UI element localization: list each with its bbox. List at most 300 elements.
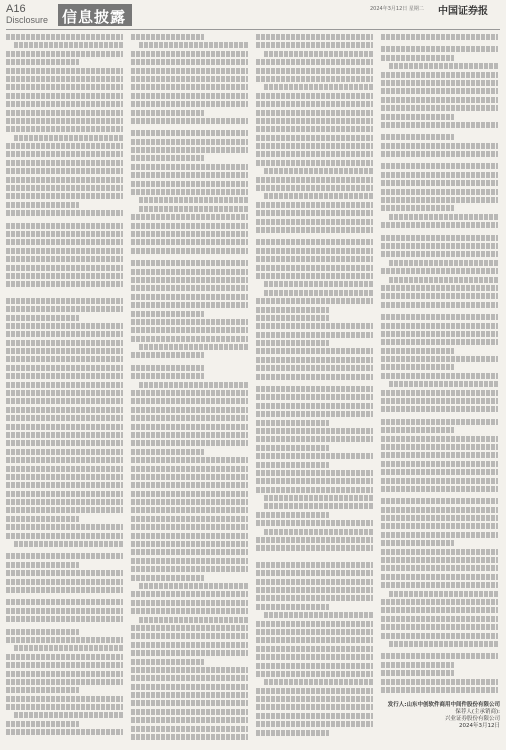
text-line [131,336,248,342]
text-line [256,340,329,346]
text-line [256,126,373,132]
text-line [6,482,123,488]
text-line [131,675,248,681]
text-line [6,599,123,605]
text-line [131,625,248,631]
text-line [381,314,498,320]
text-line [139,42,248,48]
text-line [256,34,373,40]
text-column-3 [256,34,373,746]
text-line [131,558,248,564]
text-line [6,273,123,279]
text-line [131,524,248,530]
text-line [256,604,329,610]
text-column-1 [6,34,123,746]
text-line [139,382,248,388]
text-line [6,415,123,421]
text-line [256,219,373,225]
text-line [381,243,498,249]
text-line [381,523,498,529]
text-line [256,713,373,719]
text-line [6,553,123,559]
text-line [131,139,248,145]
text-line [6,101,123,107]
text-line [381,478,498,484]
text-line [131,248,248,254]
text-line [381,222,498,228]
text-line [6,298,123,304]
text-line [6,143,123,149]
text-line [131,415,248,421]
text-line [381,679,498,685]
text-line [256,307,329,313]
text-line [131,734,248,740]
text-column-2 [131,34,248,746]
text-line [256,411,373,417]
text-line [131,51,248,57]
text-line [381,197,498,203]
signature-date: 2024年3月12日 [459,723,500,729]
text-line [6,76,123,82]
text-line [256,587,373,593]
text-line [131,466,248,472]
text-line [131,726,248,732]
text-line [6,654,123,660]
text-line [256,520,373,526]
text-line [6,587,123,593]
text-line [131,659,204,665]
text-line [14,645,123,651]
text-line [6,248,123,254]
text-line [256,374,373,380]
page-number: A16 [6,3,26,15]
text-line [6,265,123,271]
text-line [256,445,329,451]
text-line [6,84,123,90]
text-line [6,93,123,99]
text-line [6,365,123,371]
text-line [6,524,123,530]
text-line [256,478,373,484]
text-line [264,193,373,199]
text-line [256,202,373,208]
underwriter-label: 保荐人(主承销商): [455,709,500,715]
text-line [131,155,204,161]
text-line [6,177,123,183]
text-line [131,608,248,614]
text-line [389,277,498,283]
text-line [131,432,248,438]
text-line [381,582,498,588]
text-line [14,541,123,547]
text-line [264,168,373,174]
text-line [131,302,248,308]
text-line [256,42,373,48]
text-line [6,340,123,346]
text-line [381,134,454,140]
text-line [131,709,248,715]
text-line [381,151,498,157]
text-line [381,670,454,676]
text-line [131,717,248,723]
text-line [389,214,498,220]
text-line [131,650,248,656]
text-line [139,344,248,350]
text-line [381,364,454,370]
text-line [256,512,329,518]
text-line [131,260,248,266]
text-line [381,88,498,94]
text-line [6,491,123,497]
text-line [131,223,248,229]
text-line [381,302,498,308]
text-line [381,486,498,492]
text-line [256,365,373,371]
text-line [6,616,123,622]
text-line [381,557,498,563]
section-label-en: Disclosure [6,15,49,25]
text-line [6,323,123,329]
text-line [256,453,373,459]
underwriter-name: 兴业证券股份有限公司 [444,716,500,722]
text-line [6,662,123,668]
page-header [0,0,506,30]
text-line [256,68,373,74]
text-line [256,663,373,669]
text-line [131,147,248,153]
text-line [264,84,373,90]
issue-date: 2024年3月12日 星期二 [370,6,424,12]
text-line [131,327,248,333]
text-line [256,436,373,442]
text-line [131,365,204,371]
text-line [6,185,123,191]
text-line [6,533,123,539]
text-line [256,562,373,568]
text-line [381,72,498,78]
text-line [6,210,123,216]
text-line [381,398,498,404]
text-line [256,386,373,392]
text-line [6,729,123,735]
text-line [6,110,123,116]
text-line [6,231,123,237]
text-line [381,251,498,257]
text-line [6,507,123,513]
text-line [256,470,373,476]
text-line [381,469,498,475]
text-line [131,373,204,379]
text-line [256,595,373,601]
text-line [256,135,373,141]
text-line [381,687,498,693]
text-line [256,256,373,262]
text-line [131,499,248,505]
text-line [6,637,123,643]
text-line [256,59,373,65]
text-line [6,331,123,337]
text-line [256,239,373,245]
text-line [6,202,79,208]
text-line [6,373,123,379]
text-line [131,93,248,99]
text-line [6,457,123,463]
text-line [381,624,498,630]
text-line [6,168,123,174]
text-line [381,532,498,538]
text-line [381,436,498,442]
text-line [131,642,248,648]
text-line [131,277,248,283]
text-line [381,427,454,433]
text-line [6,579,123,585]
text-line [256,323,373,329]
text-line [256,110,373,116]
text-line [381,122,498,128]
text-line [131,449,204,455]
text-line [131,319,248,325]
text-line [131,684,248,690]
text-line [131,76,248,82]
text-line [381,419,498,425]
text-line [256,621,373,627]
text-line [381,356,498,362]
text-line [256,177,373,183]
text-line [381,80,498,86]
text-line [6,721,79,727]
text-line [381,507,498,513]
text-line [131,692,248,698]
text-line [256,248,373,254]
text-line [131,59,248,65]
text-line [256,93,373,99]
text-line [131,507,248,513]
text-line [131,566,248,572]
text-line [6,679,123,685]
text-line [131,84,248,90]
text-line [256,704,373,710]
text-line [256,671,373,677]
text-line [381,390,498,396]
text-column-4 [381,34,498,746]
text-line [14,712,123,718]
text-line [6,562,79,568]
text-line [6,59,79,65]
text-line [381,163,498,169]
text-line [131,407,248,413]
text-line [131,575,204,581]
text-line [6,34,123,40]
issuer-name: 发行人:山东中创软件商用中间件股份有限公司 [387,702,500,708]
text-line [131,591,248,597]
text-line [381,180,498,186]
header-divider [6,29,500,30]
text-line [264,679,373,685]
text-line [131,424,248,430]
text-line [6,449,123,455]
text-line [256,570,373,576]
text-line [256,357,373,363]
text-line [256,420,329,426]
text-line [256,227,373,233]
text-line [381,143,498,149]
text-line [131,269,248,275]
text-line [256,654,373,660]
text-line [256,101,373,107]
text-line [264,281,373,287]
text-line [131,474,248,480]
text-line [256,143,373,149]
text-line [264,290,373,296]
text-line [256,629,373,635]
text-line [131,541,248,547]
text-line [6,516,79,522]
text-line [264,495,373,501]
text-line [6,281,123,287]
text-line [6,440,123,446]
text-line [131,101,248,107]
text-line [6,160,123,166]
text-line [256,730,329,736]
text-line [381,662,454,668]
text-line [256,545,373,551]
text-line [139,583,248,589]
text-line [381,406,498,412]
text-line [256,637,373,643]
text-line [256,332,373,338]
text-line [6,390,123,396]
text-line [131,285,248,291]
text-line [131,110,204,116]
text-line [131,214,248,220]
text-line [6,118,123,124]
text-line [14,42,123,48]
text-line [256,118,373,124]
text-line [6,696,123,702]
text-line [6,151,123,157]
text-line [131,34,204,40]
text-line [381,172,498,178]
text-line [381,205,454,211]
text-line [389,260,498,266]
text-line [131,549,248,555]
text-line [381,323,498,329]
section-title: 信息披露 [62,8,127,26]
text-line [6,466,123,472]
text-line [6,306,123,312]
text-line [131,164,248,170]
text-line [256,76,373,82]
text-line [381,461,498,467]
text-line [264,529,373,535]
text-line [6,570,123,576]
text-line [381,653,498,659]
text-line [381,285,498,291]
text-line [6,398,123,404]
text-line [14,135,123,141]
text-line [381,114,454,120]
text-line [6,223,123,229]
text-line [6,256,123,262]
text-line [256,210,373,216]
text-line [131,457,248,463]
text-line [131,600,248,606]
text-line [389,63,498,69]
text-line [139,617,248,623]
text-line [131,294,248,300]
text-line [256,696,373,702]
text-line [131,398,248,404]
text-line [6,671,123,677]
text-line [381,444,498,450]
text-line [264,612,373,618]
text-line [6,126,123,132]
text-line [256,394,373,400]
text-line [256,646,373,652]
text-line [6,193,123,199]
text-line [381,339,498,345]
text-line [131,189,248,195]
newspaper-masthead: 中国证券报 [438,6,488,17]
text-line [131,667,248,673]
text-line [256,428,373,434]
text-line [381,540,454,546]
text-line [381,189,498,195]
text-line [131,516,248,522]
text-line [6,356,123,362]
text-line [131,440,248,446]
text-line [389,381,498,387]
text-line [256,151,373,157]
text-line [381,293,498,299]
text-line [381,235,498,241]
text-line [256,315,329,321]
text-line [256,265,373,271]
text-line [256,298,373,304]
text-line [256,462,329,468]
text-line [256,688,373,694]
text-line [381,55,454,61]
text-line [131,239,248,245]
text-line [256,487,373,493]
text-line [381,373,498,379]
text-line [256,579,373,585]
text-line [264,503,373,509]
text-line [256,403,373,409]
text-line [6,51,123,57]
text-line [6,382,123,388]
text-line [256,348,373,354]
text-line [381,34,498,40]
text-line [256,273,373,279]
text-line [381,549,498,555]
text-line [6,68,123,74]
text-line [6,608,123,614]
text-line [381,331,498,337]
text-line [131,352,204,358]
text-line [389,591,498,597]
text-line [381,97,498,103]
text-line [256,185,373,191]
text-line [6,315,79,321]
text-line [131,130,248,136]
text-line [381,268,498,274]
text-line [131,633,248,639]
text-line [381,348,454,354]
text-line [6,407,123,413]
text-line [131,181,248,187]
text-line [139,206,248,212]
